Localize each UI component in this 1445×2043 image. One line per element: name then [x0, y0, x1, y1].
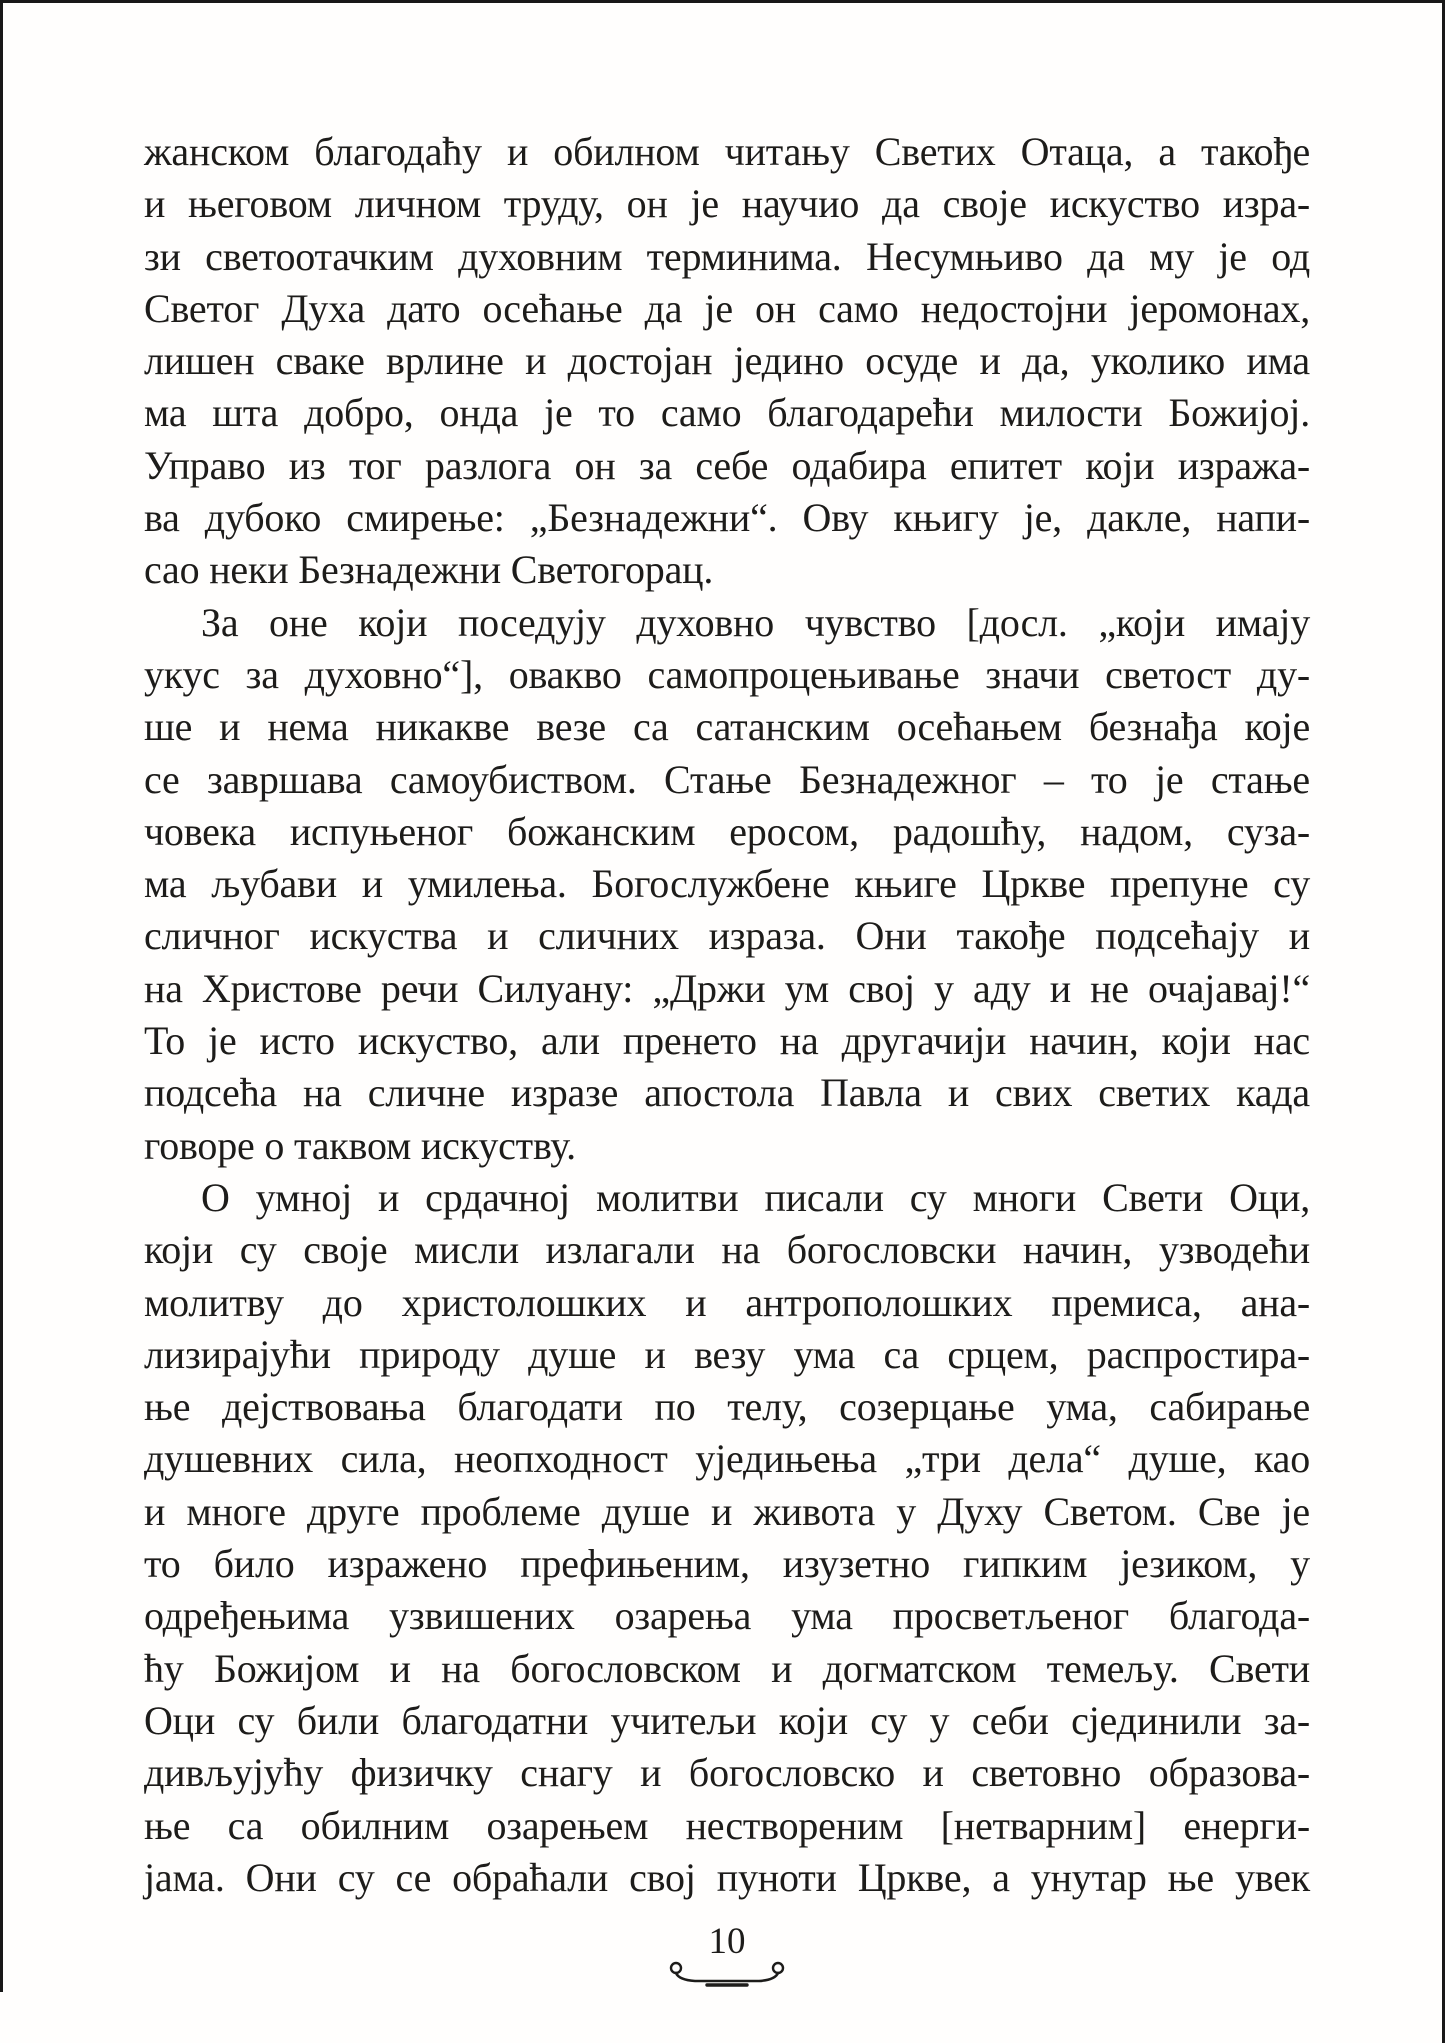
text-line: и многе друге проблеме душе и живота у Духу Светом. Све је — [144, 1488, 1310, 1534]
text-line: то било изражено префињеним, изузетно гипким језиком, у — [144, 1541, 1310, 1587]
paragraph — [144, 126, 1310, 597]
text-line: Оци су били благодатни учитељи који су у себи сјединили за- — [144, 1697, 1310, 1743]
text-line: који су своје мисли излагали на богословски начин, узводећи — [144, 1227, 1310, 1273]
paragraph — [144, 1172, 1310, 1904]
text-line: подсећа на сличне изразе апостола Павла и свих светих када — [144, 1070, 1310, 1116]
text-line: ва дубоко смирење: „Безнадежни“. Ову књигу је, дакле, напи- — [144, 495, 1310, 541]
text-line: О умној и срдачној молитви писали су многи Свети Оци, — [201, 1174, 1310, 1220]
page-frame-left — [0, 0, 3, 1992]
text-line: сличног искуства и сличних израза. Они такође подсећају и — [144, 913, 1310, 959]
text-line: лишен сваке врлине и достојан једино осуде и да, уколико има — [144, 338, 1310, 384]
text-line: и његовом личном труду, он је научио да своје искуство изра- — [144, 181, 1310, 227]
text-line: То је исто искуство, али пренето на другачији начин, који нас — [144, 1018, 1310, 1064]
text-line: ње са обилним озарењем нествореним [нетварним] енерги- — [144, 1802, 1310, 1848]
text-block — [144, 126, 1310, 1904]
text-line: душевних сила, неопходност уједињења „три дела“ душе, као — [144, 1436, 1310, 1482]
text-line: ње дејствовања благодати по телу, созерцање ума, сабирање — [144, 1384, 1310, 1430]
text-line: За оне који поседују духовно чувство [досл. „који имају — [201, 599, 1310, 645]
text-line: укус за духовно“], овакво самопроцењивање значи светост ду- — [144, 651, 1310, 697]
text-line: Управо из тог разлога он за себе одабира епитет који изража- — [144, 442, 1310, 488]
text-line: сао неки Безнадежни Светогорац. — [144, 547, 714, 593]
text-line: на Христове речи Силуану: „Држи ум свој у аду и не очајавај!“ — [144, 965, 1310, 1011]
text-line: ћу Божијом и на богословском и догматском темељу. Свети — [144, 1645, 1310, 1691]
text-line: ма љубави и умилења. Богослужбене књиге Цркве препуне су — [144, 861, 1310, 907]
page-number: 10 — [708, 1921, 746, 1962]
paragraph — [144, 597, 1310, 1172]
text-line: човека испуњеног божанским еросом, радошћу, надом, суза- — [144, 808, 1310, 854]
text-line: зи светоотачким духовним терминима. Несумњиво да му је од — [144, 233, 1310, 279]
text-line: одређењима узвишених озарења ума просветљеног благода- — [144, 1593, 1310, 1639]
text-line: жанском благодаћу и обилном читању Светих Отаца, а такође — [144, 129, 1310, 174]
text-line: молитву до христолошких и антрополошких премиса, ана- — [144, 1279, 1310, 1325]
page-frame-top — [0, 0, 1445, 3]
text-line: јама. Они су се обраћали свој пуноти Цркве, а унутар ње увек — [144, 1854, 1310, 1900]
text-line: се завршава самоубиством. Стање Безнадежног – то је стање — [144, 756, 1310, 802]
text-line: дивљујућу физичку снагу и богословско и световно образова- — [144, 1750, 1310, 1796]
page-footer — [144, 1922, 1310, 1990]
text-line: Светог Духа дато осећање да је он само недостојни јеромонах, — [144, 285, 1310, 331]
text-line: ма шта добро, онда је то само благодарећи милости Божијој. — [144, 390, 1310, 436]
text-line: говоре о таквом искуству. — [144, 1122, 576, 1168]
text-line: ше и нема никакве везе са сатанским осећањем безнађа које — [144, 704, 1310, 750]
text-line: лизирајући природу душе и везу ума са срцем, распростира- — [144, 1331, 1310, 1377]
